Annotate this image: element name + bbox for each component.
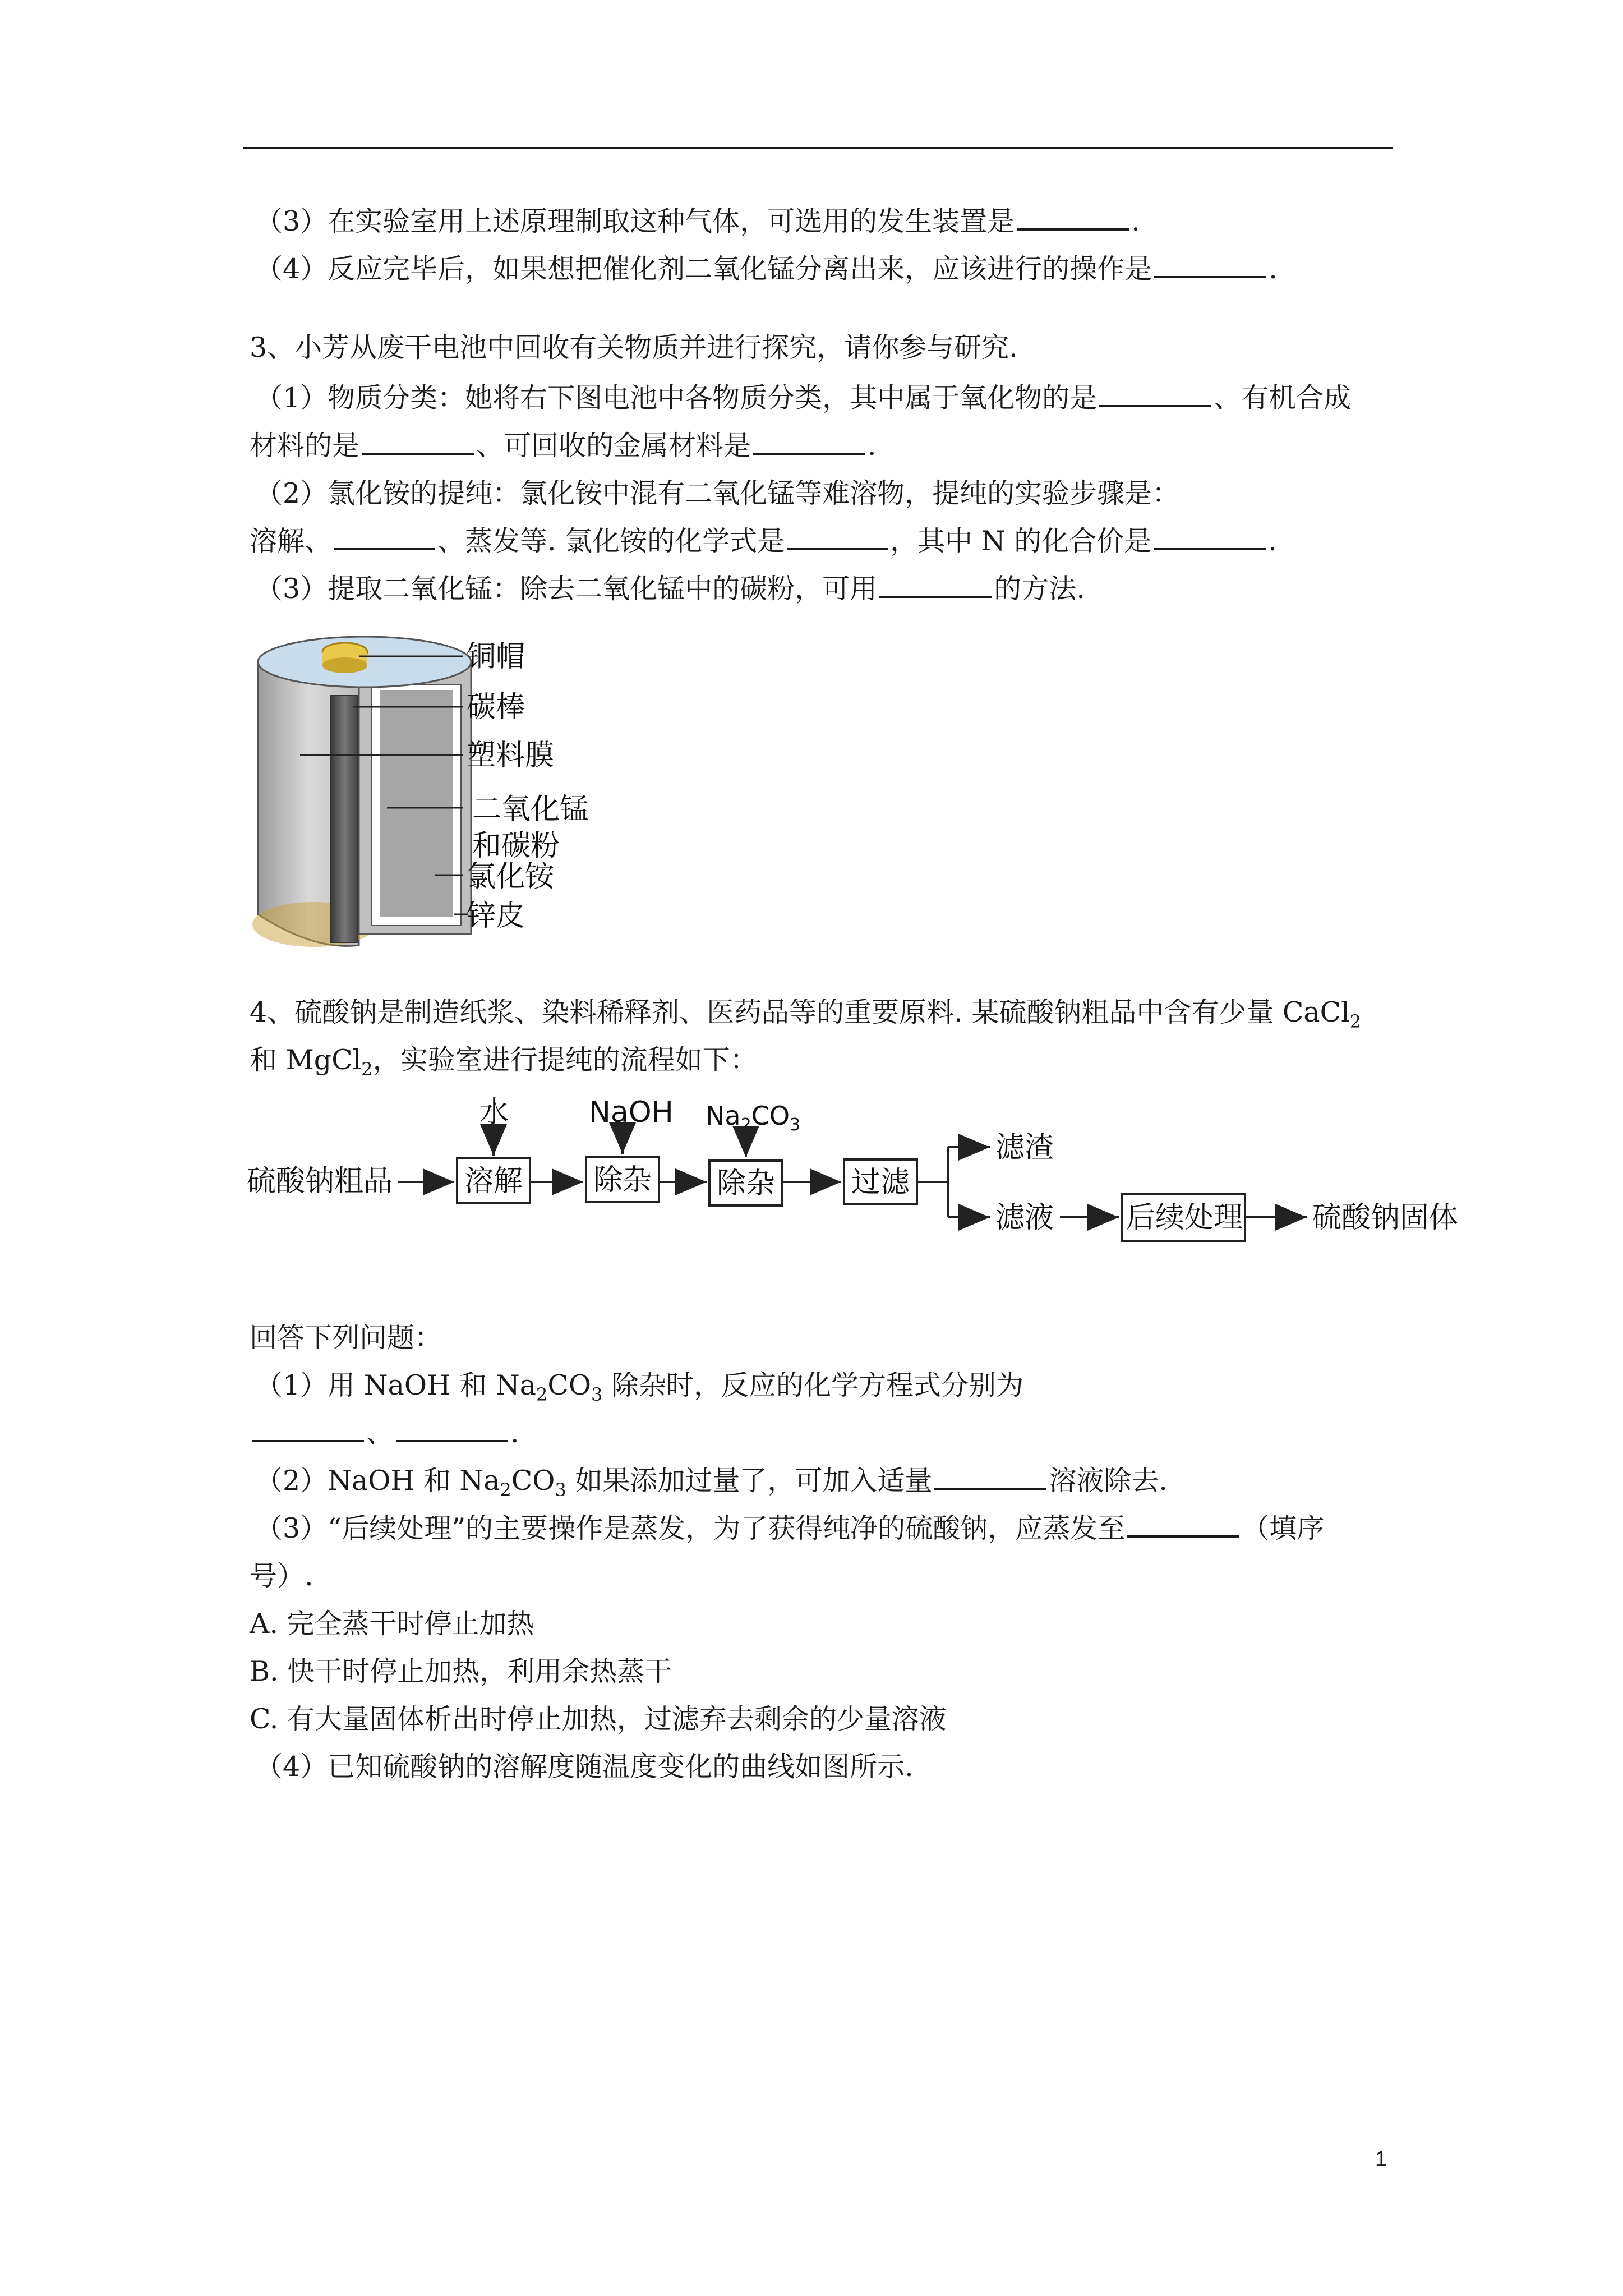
label-mno2: 二氧化锰 xyxy=(472,793,589,826)
flow-filter-label: 过滤 xyxy=(851,1166,910,1199)
label-plastic-film: 塑料膜 xyxy=(467,739,555,772)
q3-part1-cont: 材料的是 、可回收的金属材料是 . xyxy=(250,430,877,462)
q4-answer-intro: 回答下列问题： xyxy=(250,1322,442,1354)
answer-blank[interactable] xyxy=(362,430,474,455)
answer-blank[interactable] xyxy=(396,1418,508,1442)
answer-blank[interactable] xyxy=(1154,526,1266,550)
q4-part3: （3）“后续处理”的主要操作是蒸发，为了获得纯净的硫酸钠，应蒸发至 （填序 xyxy=(255,1512,1325,1544)
answer-blank[interactable] xyxy=(252,1418,364,1442)
q4-part3-cont: 号）. xyxy=(250,1560,313,1592)
q3-part2-cont: 溶解、 、蒸发等. 氯化铵的化学式是 ，其中 N 的化合价是 . xyxy=(250,525,1277,557)
flow-remove1-label: 除杂 xyxy=(593,1163,652,1197)
q4-option-b: B. 快干时停止加热，利用余热蒸干 xyxy=(250,1655,672,1687)
flow-start: 硫酸钠粗品 xyxy=(247,1165,393,1198)
answer-blank[interactable] xyxy=(753,430,865,455)
q3-part2: （2）氯化铵的提纯：氯化铵中混有二氧化锰等难溶物，提纯的实验步骤是： xyxy=(255,477,1180,509)
flow-naoh-label: NaOH xyxy=(589,1096,674,1129)
q3-stem: 3、小芳从废干电池中回收有关物质并进行探究，请你参与研究. xyxy=(250,332,1018,364)
label-nh4cl: 氯化铵 xyxy=(467,860,555,894)
answer-blank[interactable] xyxy=(1099,383,1211,407)
header-rule xyxy=(243,147,1393,149)
q4-part2: （2）NaOH 和 $Na_2CO_3$ 如果添加过量了，可加入适量 溶液除去. xyxy=(255,1465,1168,1501)
flow-post-label: 后续处理 xyxy=(1126,1201,1243,1235)
battery-svg xyxy=(247,623,606,959)
flow-remove2-label: 除杂 xyxy=(717,1167,776,1200)
flow-dissolve-label: 溶解 xyxy=(464,1165,523,1198)
page-number: 1 xyxy=(1375,2147,1387,2171)
label-carbon-rod: 碳棒 xyxy=(467,691,525,724)
answer-blank[interactable] xyxy=(1127,1513,1239,1538)
flow-filtrate-label: 滤液 xyxy=(995,1201,1054,1235)
answer-blank[interactable] xyxy=(879,573,992,598)
q4-option-c: C. 有大量固体析出时停止加热，过滤弃去剩余的少量溶液 xyxy=(250,1703,947,1735)
label-zinc-skin: 锌皮 xyxy=(467,899,525,933)
flow-na2co3-label: $Na_2CO_3$ xyxy=(706,1101,801,1135)
q4-part1: （1）用 NaOH 和 $Na_2CO_3$ 除杂时，反应的化学方程式分别为 xyxy=(255,1369,1023,1405)
label-carbon-powder: 和碳粉 xyxy=(472,829,560,863)
flow-svg xyxy=(247,1091,1481,1271)
answer-blank[interactable] xyxy=(787,526,888,550)
q4-option-a: A. 完全蒸干时停止加热 xyxy=(250,1608,534,1640)
q4-stem: 4、硫酸钠是制造纸浆、染料稀释剂、医药品等的重要原料. 某硫酸钠粗品中含有少量 CaCl$_2$ xyxy=(250,996,1362,1032)
flow-chart xyxy=(247,1091,1481,1271)
flow-residue-label: 滤渣 xyxy=(995,1131,1054,1165)
flow-water-label: 水 xyxy=(479,1096,509,1129)
carbon-rod xyxy=(331,696,358,942)
answer-blank[interactable] xyxy=(1154,254,1266,278)
q4-stem-cont: 和 MgCl$_2$，实验室进行提纯的流程如下： xyxy=(250,1044,758,1080)
answer-blank[interactable] xyxy=(1017,206,1129,231)
flow-end-label: 硫酸钠固体 xyxy=(1312,1201,1459,1235)
battery-diagram xyxy=(247,623,606,959)
q3-part1: （1）物质分类：她将右下图电池中各物质分类，其中属于氧化物的是 、有机合成 xyxy=(255,382,1352,414)
answer-blank[interactable] xyxy=(334,526,435,550)
q2-part4: （4）反应完毕后，如果想把催化剂二氧化锰分离出来，应该进行的操作是 . xyxy=(255,253,1278,285)
q4-part1-blanks: 、 . xyxy=(250,1416,519,1450)
q2-part3: （3）在实验室用上述原理制取这种气体，可选用的发生装置是 . xyxy=(255,205,1140,237)
mno2-carbon-powder xyxy=(380,690,453,917)
q3-part3: （3）提取二氧化锰：除去二氧化锰中的碳粉，可用 的方法. xyxy=(255,573,1085,605)
answer-blank[interactable] xyxy=(934,1465,1046,1490)
label-copper-cap: 铜帽 xyxy=(467,640,525,674)
q4-part4: （4）已知硫酸钠的溶解度随温度变化的曲线如图所示. xyxy=(255,1751,914,1783)
